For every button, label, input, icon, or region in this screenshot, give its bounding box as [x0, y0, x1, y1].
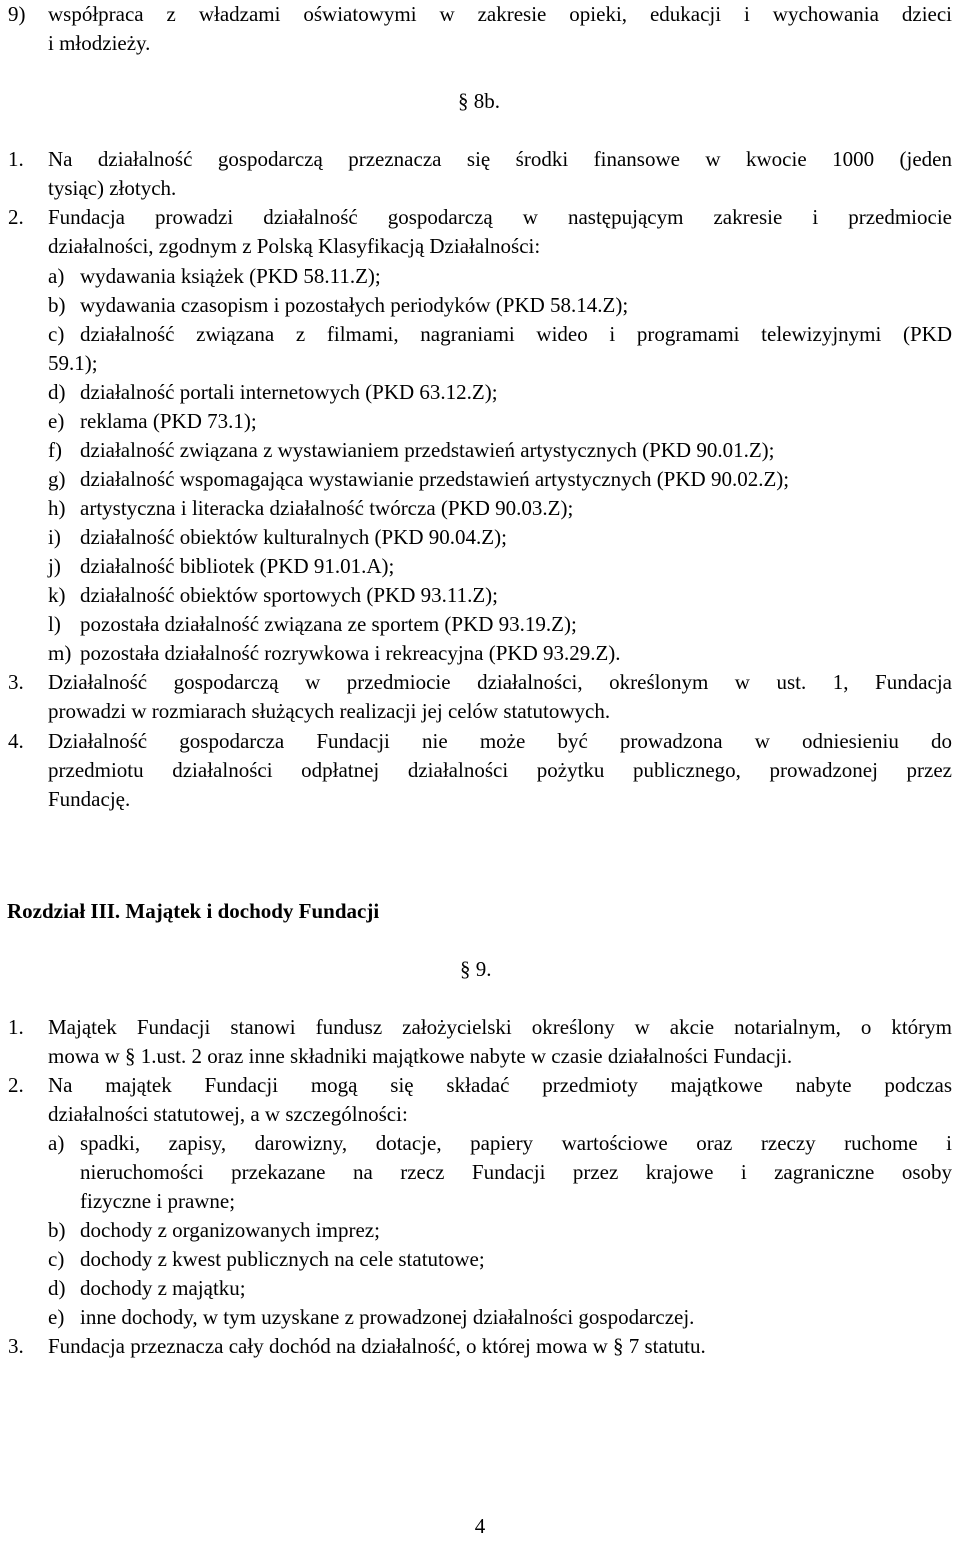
s9-p2-num: 2.: [8, 1073, 24, 1097]
list-item: działalność związana z wystawianiem przedstawień artystycznych (PKD 90.01.Z);: [80, 438, 775, 462]
list-item-label: f): [48, 438, 62, 462]
chapter-heading: Rozdział III. Majątek i dochody Fundacji: [7, 899, 380, 923]
s8b-p3-line2: prowadzi w rozmiarach służących realizacji jej celów statutowych.: [48, 699, 611, 723]
s9-p2-line2: działalności statutowej, a w szczególności:: [48, 1102, 408, 1126]
list-item-label: a): [48, 264, 65, 288]
list-item: spadki, zapisy, darowizny, dotacje, papiery wartościowe oraz rzeczy ruchome i: [80, 1131, 952, 1155]
list-item-label: m): [48, 641, 72, 665]
list-item-label: g): [48, 467, 66, 491]
list-item: dochody z majątku;: [80, 1276, 246, 1300]
s8b-p2-line2: działalności, zgodnym z Polską Klasyfikacją Działalności:: [48, 234, 541, 258]
list-item-9-line1: współpraca z władzami oświatowymi w zakresie opieki, edukacji i wychowania dzieci: [48, 2, 952, 26]
list-item: dochody z kwest publicznych na cele statutowe;: [80, 1247, 485, 1271]
list-item-label: e): [48, 1305, 65, 1329]
s8b-p2-num: 2.: [8, 205, 24, 229]
s9-p1-num: 1.: [8, 1015, 24, 1039]
list-item-label: b): [48, 293, 66, 317]
s8b-p4-line3: Fundację.: [48, 787, 131, 811]
s9-p1-line2: mowa w § 1.ust. 2 oraz inne składniki majątkowe nabyte w czasie działalności Fundacji.: [48, 1044, 793, 1068]
s8b-p4-num: 4.: [8, 729, 24, 753]
list-item-label: a): [48, 1131, 65, 1155]
s8b-p1-num: 1.: [8, 147, 24, 171]
list-item-label: i): [48, 525, 61, 549]
list-item: działalność wspomagająca wystawianie przedstawień artystycznych (PKD 90.02.Z);: [80, 467, 790, 491]
list-item-9-label: 9): [8, 2, 26, 26]
list-item: wydawania czasopism i pozostałych periodyków (PKD 58.14.Z);: [80, 293, 629, 317]
list-item-label: c): [48, 1247, 65, 1271]
s8b-p4-line1: Działalność gospodarcza Fundacji nie może być prowadzona w odniesieniu do: [48, 729, 952, 753]
list-item-label: d): [48, 380, 66, 404]
page-number: 4: [474, 1514, 486, 1538]
list-item-label: j): [48, 554, 61, 578]
list-item-label: h): [48, 496, 66, 520]
list-item: reklama (PKD 73.1);: [80, 409, 257, 433]
list-item-cont: nieruchomości przekazane na rzecz Fundacji przez krajowe i zagraniczne osoby: [80, 1160, 952, 1184]
list-item: działalność obiektów kulturalnych (PKD 90.04.Z);: [80, 525, 507, 549]
list-item: pozostała działalność rozrywkowa i rekreacyjna (PKD 93.29.Z).: [80, 641, 621, 665]
list-item: inne dochody, w tym uzyskane z prowadzonej działalności gospodarczej.: [80, 1305, 695, 1329]
s8b-p3-line1: Działalność gospodarczą w przedmiocie działalności, określonym w ust. 1, Fundacja: [48, 670, 952, 694]
list-item: wydawania książek (PKD 58.11.Z);: [80, 264, 381, 288]
s9-p3-num: 3.: [8, 1334, 24, 1358]
list-item: działalność bibliotek (PKD 91.01.A);: [80, 554, 395, 578]
s9-p2-line1: Na majątek Fundacji mogą się składać przedmioty majątkowe nabyte podczas: [48, 1073, 952, 1097]
s9-p3-line1: Fundacja przeznacza cały dochód na działalność, o której mowa w § 7 statutu.: [48, 1334, 706, 1358]
list-item-label: d): [48, 1276, 66, 1300]
list-item-label: e): [48, 409, 65, 433]
list-item-label: l): [48, 612, 61, 636]
list-item: działalność związana z filmami, nagraniami wideo i programami telewizyjnymi (PKD: [80, 322, 952, 346]
list-item-label: k): [48, 583, 66, 607]
list-item: artystyczna i literacka działalność twórcza (PKD 90.03.Z);: [80, 496, 574, 520]
list-item: dochody z organizowanych imprez;: [80, 1218, 380, 1242]
list-item-cont: 59.1);: [48, 351, 98, 375]
s8b-p1-line2: tysiąc) złotych.: [48, 176, 177, 200]
section-title-8b: § 8b.: [458, 89, 500, 113]
s8b-p1-line1: Na działalność gospodarczą przeznacza się środki finansowe w kwocie 1000 (jeden: [48, 147, 952, 171]
s8b-p4-line2: przedmiotu działalności odpłatnej działalności pożytku publicznego, prowadzonej przez: [48, 758, 952, 782]
list-item-label: c): [48, 322, 65, 346]
list-item: działalność obiektów sportowych (PKD 93.11.Z);: [80, 583, 498, 607]
list-item: pozostała działalność związana ze sportem (PKD 93.19.Z);: [80, 612, 577, 636]
list-item-label: b): [48, 1218, 66, 1242]
s9-p1-line1: Majątek Fundacji stanowi fundusz założycielski określony w akcie notarialnym, o którym: [48, 1015, 952, 1039]
list-item: działalność portali internetowych (PKD 63.12.Z);: [80, 380, 498, 404]
list-item-9-line2: i młodzieży.: [48, 31, 151, 55]
list-item-cont: fizyczne i prawne;: [80, 1189, 236, 1213]
s8b-p3-num: 3.: [8, 670, 24, 694]
s8b-p2-line1: Fundacja prowadzi działalność gospodarczą w następującym zakresie i przedmiocie: [48, 205, 952, 229]
section-title-9: § 9.: [460, 957, 492, 981]
